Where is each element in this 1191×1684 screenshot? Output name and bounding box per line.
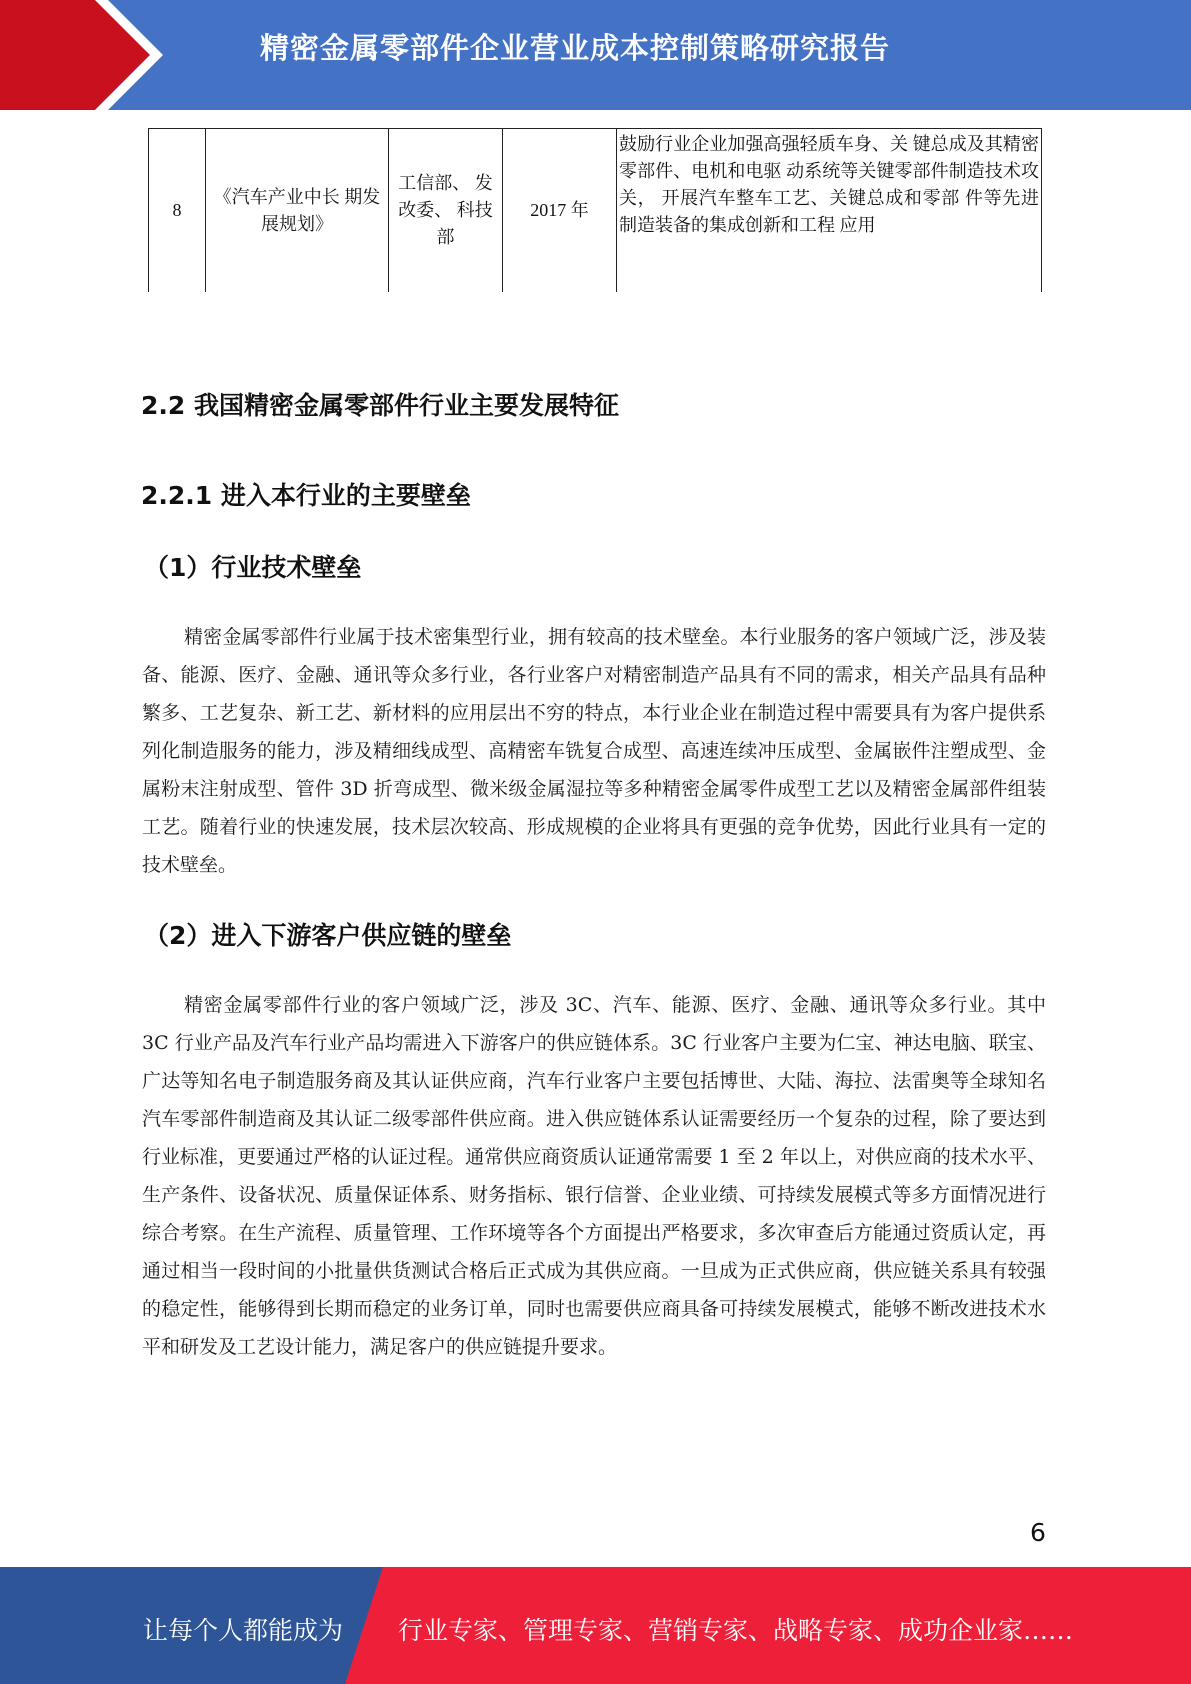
page-footer	[0, 1567, 1191, 1684]
sub-heading-technical-barrier: （1）行业技术壁垒	[144, 553, 362, 582]
row-number: 8	[172, 200, 182, 220]
section-heading: 2.2 我国精密金属零部件行业主要发展特征	[141, 391, 619, 420]
subsection-heading: 2.2.1 进入本行业的主要壁垒	[141, 481, 471, 510]
table-cell-content	[616, 129, 1042, 292]
issue-year: 2017 年	[530, 200, 589, 220]
header-title: 精密金属零部件企业营业成本控制策略研究报告	[260, 31, 891, 65]
issuing-department: 工信部、 发改委、 科技部	[398, 173, 493, 247]
policy-table	[148, 128, 1042, 292]
sub-heading-supply-chain-barrier: （2）进入下游客户供应链的壁垒	[144, 921, 512, 950]
table-cell-number	[148, 129, 205, 292]
page-number: 6	[1030, 1518, 1046, 1547]
table-cell-dept	[388, 129, 502, 292]
footer-slogan-left: 让每个人都能成为	[143, 1616, 344, 1645]
table-cell-name	[205, 129, 388, 292]
table-cell-year	[502, 129, 616, 292]
footer-slogan-right: 行业专家、管理专家、营销专家、战略专家、成功企业家……	[398, 1616, 1074, 1645]
page-header	[0, 0, 1191, 110]
paragraph-technical-barrier: 精密金属零部件行业属于技术密集型行业，拥有较高的技术壁垒。本行业服务的客户领域广泛，涉及装备、能源、医疗、金融、通讯等众多行业，各行业客户对精密制造产品具有不同的需求，相关产品具有品种繁多、工艺复杂、新工艺、新材料的应用层出不穷的特点，本行业企业在制造过程中需要具有为客户提供系列化制造服务的能力，涉及精细线成型、高精密车铣复合成型、高速连续冲压成型、金属嵌件注塑成型、金属粉末注射成型、管件 3D 折弯成型、微米级金属湿拉等多种精密金属零件成型工艺以及精密金属部件组装工艺。随着行业的快速发展，技术层次较高、形成规模的企业将具有更强的竞争优势，因此行业具有一定的技术壁垒。	[142, 626, 1046, 876]
policy-name: 《汽车产业中长 期发展规划》	[213, 186, 381, 234]
paragraph-supply-chain-barrier: 精密金属零部件行业的客户领域广泛，涉及 3C、汽车、能源、医疗、金融、通讯等众多行业。其中 3C 行业产品及汽车行业产品均需进入下游客户的供应链体系。3C 行业客户主要为仁宝、神达电脑、联宝、广达等知名电子制造服务商及其认证供应商，汽车行业客户主要包括博世、大陆、海拉、法雷奥等全球知名汽车零部件制造商及其认证二级零部件供应商。进入供应链体系认证需要经历一个复杂的过程，除了要达到行业标准，更要通过严格的认证过程。通常供应商资质认证通常需要 1 至 2 年以上，对供应商的技术水平、生产条件、设备状况、质量保证体系、财务指标、银行信誉、企业业绩、可持续发展模式等多方面情况进行综合考察。在生产流程、质量管理、工作环境等各个方面提出严格要求，多次审查后方能通过资质认定，再通过相当一段时间的小批量供货测试合格后正式成为其供应商。一旦成为正式供应商，供应链关系具有较强的稳定性，能够得到长期而稳定的业务订单，同时也需要供应商具备可持续发展模式，能够不断改进技术水平和研发及工艺设计能力，满足客户的供应链提升要求。	[142, 994, 1046, 1358]
policy-content: 鼓励行业企业加强高强轻质车身、关 键总成及其精密零部件、电机和电驱 动系统等关键零部件制造技术攻关， 开展汽车整车工艺、关键总成和零部 件等先进制造装备的集成创新和工程 应用	[619, 134, 1039, 235]
